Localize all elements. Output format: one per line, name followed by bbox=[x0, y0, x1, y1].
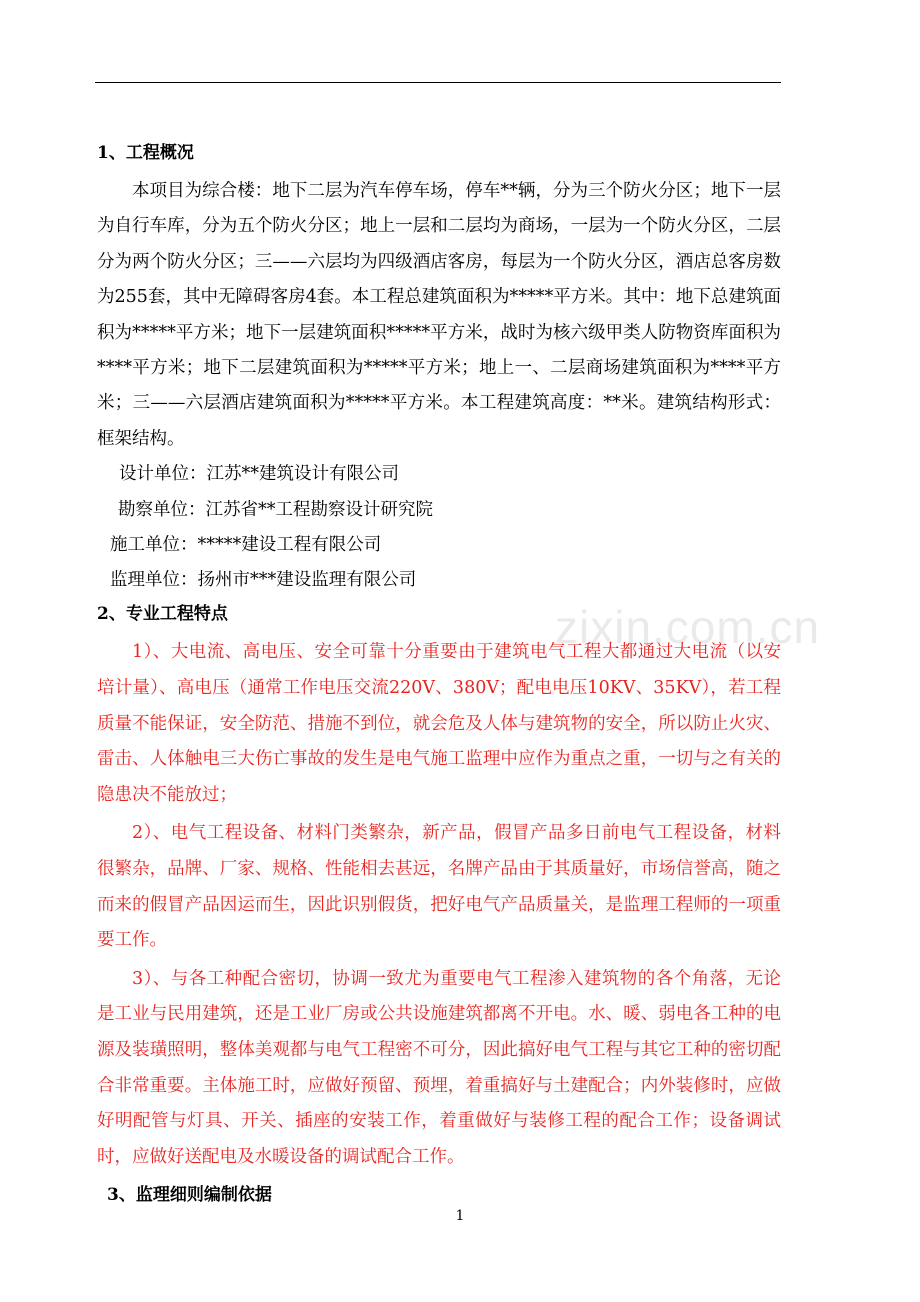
page-number: 1 bbox=[455, 1208, 465, 1224]
section-heading-basis: 3、监理细则编制依据 bbox=[107, 1185, 272, 1206]
design-unit: 设计单位：江苏**建筑设计有限公司 bbox=[119, 464, 399, 485]
supervision-unit: 监理单位：扬州市***建设监理有限公司 bbox=[110, 570, 417, 591]
feature-paragraph-3: 3）、与各工种配合密切，协调一致尤为重要电气工程渗入建筑物的各个角落，无论是工业与民用建筑，还是工业厂房或公共设施建筑都离不开电。水、暖、弱电各工种的电源及装璜照明，整体美观都与电气工程密不可分，因此搞好电气工程与其它工种的密切配合非常重要。主体施工时，应做好预留、预埋，着重搞好与土建配合；内外装修时，应做好明配管与灯具、开关、插座的安装工作，着重做好与装修工程的配合工作；设备调试时，应做好送配电及水暖设备的调试配合工作。 bbox=[97, 968, 781, 1167]
project-overview-paragraph: 本项目为综合楼：地下二层为汽车停车场，停车**辆，分为三个防火分区；地下一层为自行车库，分为五个防火分区；地上一层和二层均为商场，一层为一个防火分区，二层分为两个防火分区；三——六层均为四级酒店客房，每层为一个防火分区，酒店总客房数为255套，其中无障碍客房4套。本工程总建筑面积为*****平方米。其中：地下总建筑面积为*****平方米；地下一层建筑面积*****平方米，战时为核六级甲类人防物资库面积为****平方米；地下二层建筑面积为*****平方米；地上一、二层商场建筑面积为****平方米；三——六层酒店建筑面积为*****平方米。本工程建筑高度：**米。建筑结构形式：框架结构。 bbox=[97, 181, 781, 449]
construction-unit: 施工单位：*****建设工程有限公司 bbox=[110, 534, 382, 555]
feature-paragraph-2: 2）、电气工程设备、材料门类繁杂，新产品，假冒产品多日前电气工程设备，材料很繁杂，品牌、厂家、规格、性能相去甚远，名牌产品由于其质量好，市场信誉高，随之而来的假冒产品因运而生，因此识别假货，把好电气产品质量关，是监理工程师的一项重要工作。 bbox=[97, 823, 781, 951]
feature-paragraph-1: 1）、大电流、高电压、安全可靠十分重要由于建筑电气工程大都通过大电流（以安培计量）、高电压（通常工作电压交流220V、380V；配电电压10KV、35KV），若工程质量不能保证，安全防范、措施不到位，就会危及人体与建筑物的安全，所以防止火灾、雷击、人体触电三大伤亡事故的发生是电气施工监理中应作为重点之重，一切与之有关的隐患决不能放过； bbox=[97, 642, 781, 805]
watermark-text: zixin.com.cn bbox=[555, 601, 821, 653]
section-heading-project-overview: 1、工程概况 bbox=[97, 143, 194, 163]
section-heading-professional-features: 2、专业工程特点 bbox=[97, 604, 228, 625]
document-body bbox=[97, 136, 781, 1212]
header-rule bbox=[95, 82, 781, 83]
survey-unit: 勘察单位：江苏省**工程勘察设计研究院 bbox=[118, 499, 433, 520]
